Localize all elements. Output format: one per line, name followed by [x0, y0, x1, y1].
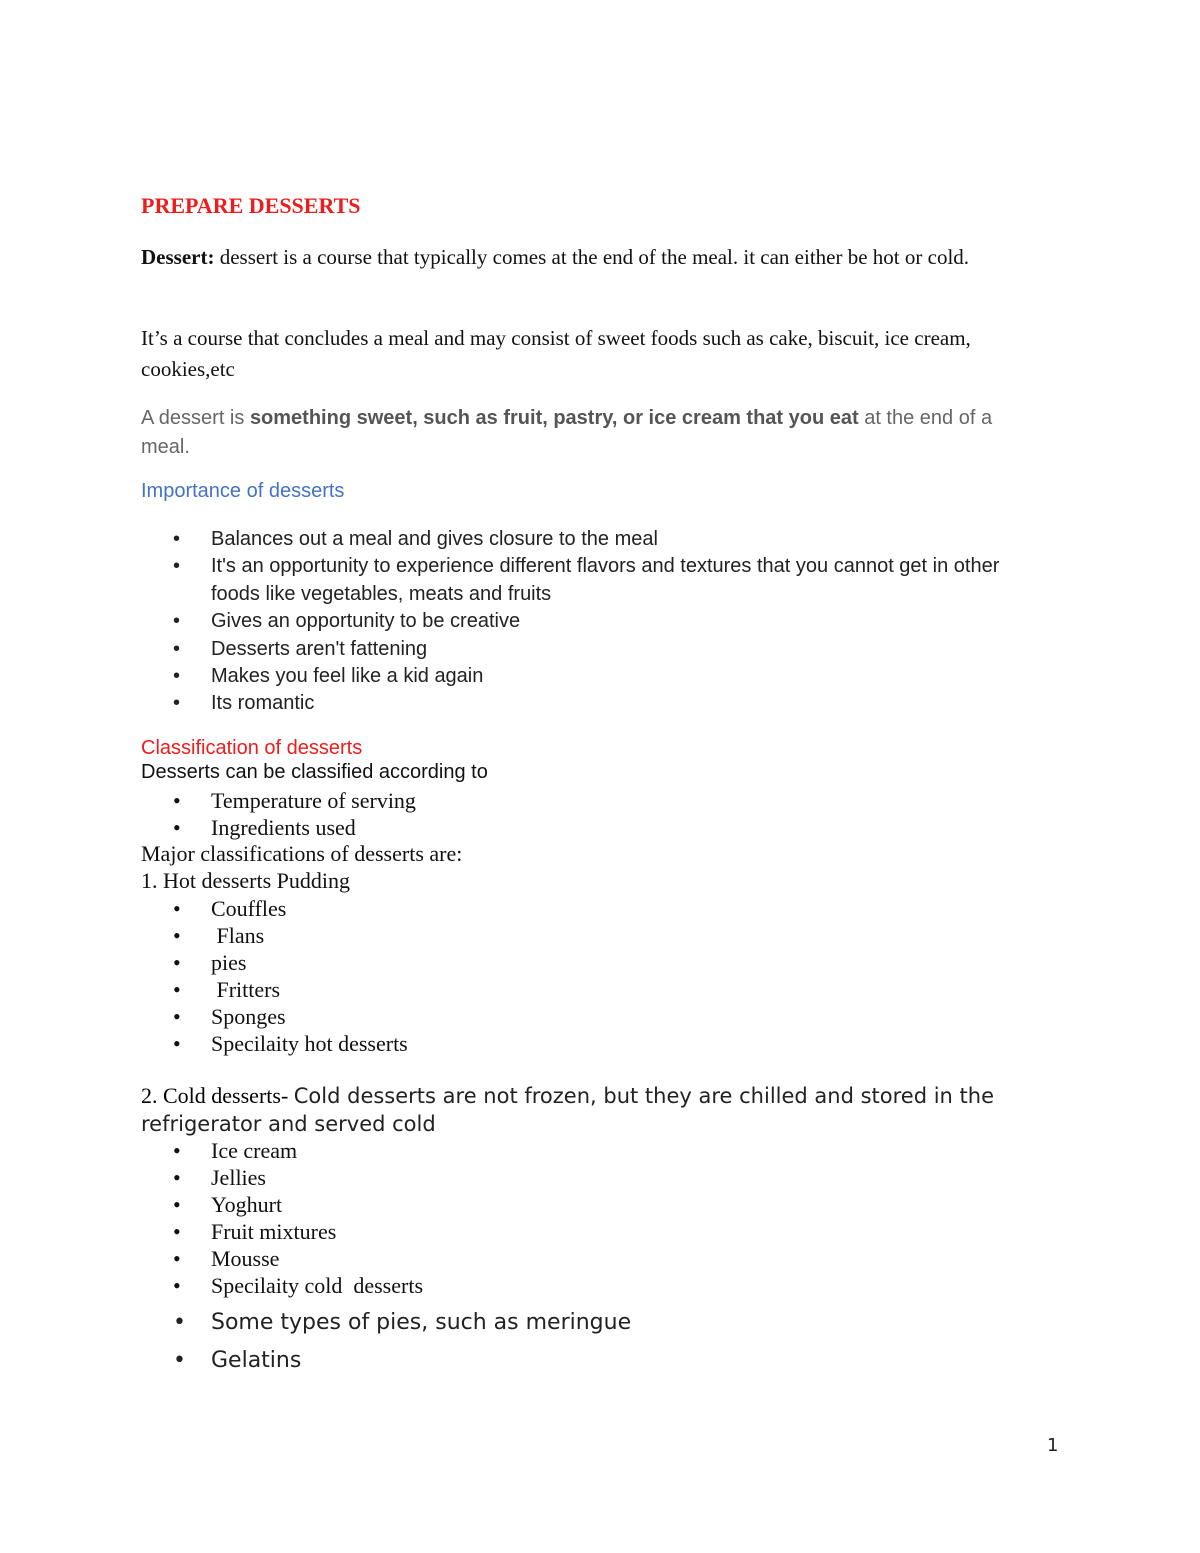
- cold-desserts-extra-list: [141, 1304, 1041, 1380]
- list-item: • Flans: [141, 922, 1041, 949]
- dessert-description: [141, 404, 1041, 462]
- list-item: • Desserts aren't fattening: [141, 636, 1041, 663]
- course-paragraph: It’s a course that concludes a meal and may consist of sweet foods such as cake, biscuit, ice cream, cookies,etc: [141, 326, 971, 381]
- list-item: • Its romantic: [141, 690, 1041, 717]
- classification-intro: Desserts can be classified according to: [141, 761, 488, 783]
- list-item: • pies: [141, 949, 1041, 976]
- hot-desserts-list: [141, 895, 1041, 1057]
- page-number: 1: [1047, 1435, 1059, 1456]
- list-item: • Fritters: [141, 976, 1041, 1003]
- list-item: • Temperature of serving: [141, 787, 1041, 814]
- list-item: • Ingredients used: [141, 814, 1041, 841]
- list-item: • It's an opportunity to experience different flavors and textures that you cannot get in other foods like vegetables, meats and fruits: [141, 553, 1041, 608]
- major-classifications-label: Major classifications of desserts are:: [141, 841, 463, 866]
- definition-text: dessert is a course that typically comes at the end of the meal. it can either be hot or cold.: [214, 245, 970, 269]
- list-item: • Makes you feel like a kid again: [141, 663, 1041, 690]
- list-item: • Specilaity cold desserts: [141, 1272, 1041, 1299]
- cold-desserts-text: Cold desserts are not frozen, but they are chilled and stored in the refrigerator and served cold: [141, 1084, 994, 1136]
- list-item: • Balances out a meal and gives closure to the meal: [141, 526, 1041, 553]
- cold-desserts-description: [141, 1082, 1041, 1138]
- criteria-list: [141, 787, 1041, 841]
- importance-heading: Importance of desserts: [141, 480, 345, 502]
- page-title: PREPARE DESSERTS: [141, 193, 361, 218]
- classification-heading: Classification of desserts: [141, 737, 363, 759]
- definition-term: Dessert:: [141, 245, 215, 269]
- hot-desserts-label: 1. Hot desserts Pudding: [141, 868, 350, 893]
- list-item: • Some types of pies, such as meringue: [141, 1304, 1041, 1342]
- list-item: • Yoghurt: [141, 1191, 1041, 1218]
- list-item: • Gives an opportunity to be creative: [141, 608, 1041, 635]
- list-item: • Mousse: [141, 1245, 1041, 1272]
- list-item: • Couffles: [141, 895, 1041, 922]
- list-item: • Fruit mixtures: [141, 1218, 1041, 1245]
- description-bold: something sweet, such as fruit, pastry, or ice cream that you eat: [249, 407, 859, 429]
- importance-list: [141, 526, 1041, 718]
- cold-desserts-label: 2. Cold desserts-: [141, 1083, 294, 1108]
- definition-paragraph: [141, 242, 1041, 273]
- cold-desserts-list: [141, 1137, 1041, 1299]
- list-item: • Specilaity hot desserts: [141, 1030, 1041, 1057]
- description-tail: at the end of a meal.: [141, 407, 993, 458]
- list-item: • Ice cream: [141, 1137, 1041, 1164]
- list-item: • Jellies: [141, 1164, 1041, 1191]
- list-item: • Gelatins: [141, 1342, 1041, 1380]
- list-item: • Sponges: [141, 1003, 1041, 1030]
- description-lead: A dessert is: [141, 407, 250, 429]
